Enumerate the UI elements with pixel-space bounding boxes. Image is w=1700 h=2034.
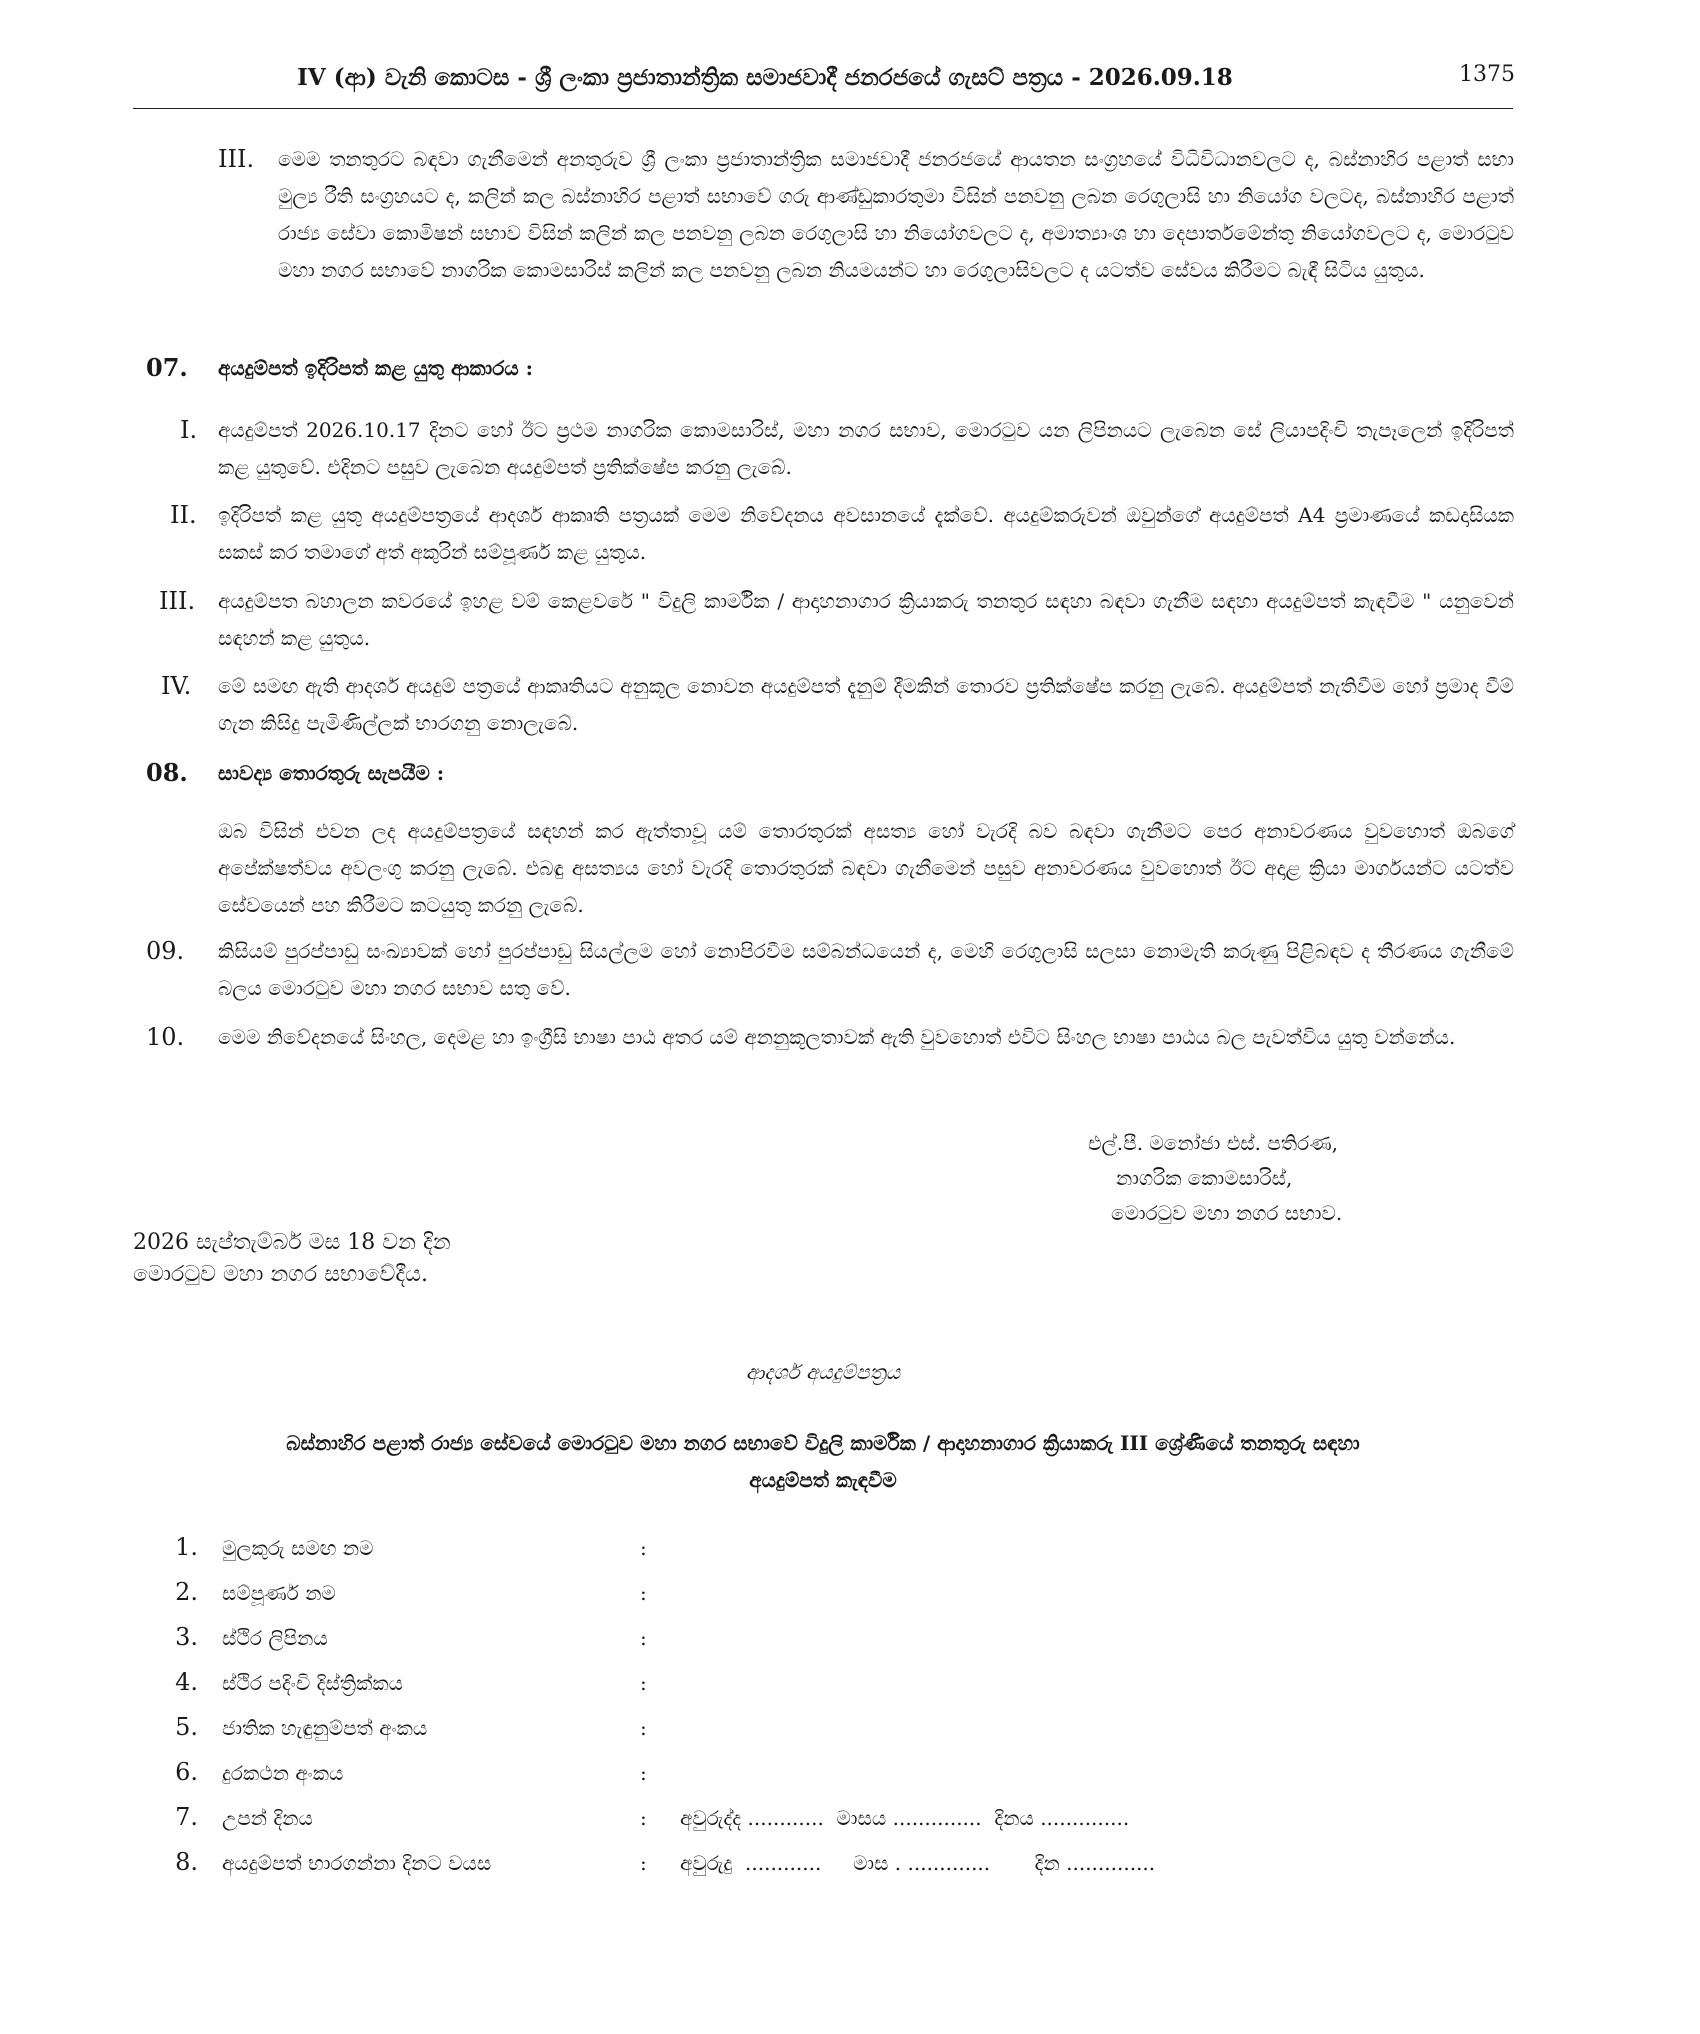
signatory-name: එල්.පී. මනෝජා එස්. පතිරණ,	[1088, 1131, 1339, 1155]
field-label: ස්ථිර පදිංචි දිස්ත්‍රික්කය	[222, 1671, 403, 1695]
signatory-title: නාගරික කොමසාරිස්,	[1116, 1166, 1293, 1190]
form-field-row	[170, 1578, 1370, 1625]
field-colon: :	[640, 1626, 647, 1650]
field-number: 5.	[175, 1713, 198, 1741]
field-label: මුලකුරු සමඟ නම	[222, 1536, 374, 1560]
section-number: 10.	[146, 1023, 185, 1051]
field-colon: :	[640, 1761, 647, 1785]
field-number: 6.	[175, 1758, 198, 1786]
field-entry: අවුරුදු ............ මාස . ............. දින ..............	[680, 1851, 1156, 1875]
field-entry: අවුරුද්ද ............ මාසය .............. දිනය ..............	[680, 1806, 1130, 1830]
place-line: මොරටුව මහා නගර සභාවේදීය.	[133, 1262, 428, 1287]
field-colon: :	[640, 1716, 647, 1740]
item-text: අයදුම්පත් 2026.10.17 දිනට හෝ ඊට ප්‍රථම නාගරික කොමසාරිස්, මහා නගර සභාව, මොරටුව යන ලිපිනයට ලැබෙන සේ ලියාපදිංචි තැපෑලෙන් ඉදිරිපත් කළ යුතුවේ. එදිනට පසුව ලැබෙන අයදුම්පත් ප්‍රතික්ෂේප කරනු ලැබේ.	[218, 418, 1514, 479]
field-number: 8.	[175, 1848, 198, 1876]
field-number: 3.	[175, 1623, 198, 1651]
form-field-row	[170, 1758, 1370, 1805]
field-colon: :	[640, 1581, 647, 1605]
field-colon: :	[640, 1671, 647, 1695]
form-field-row	[170, 1848, 1370, 1895]
form-field-row	[170, 1623, 1370, 1670]
field-label: අයදුම්පත් භාරගන්නා දිනට වයස	[222, 1851, 492, 1875]
form-title: ආදර්ශ අයදුම්පත්‍රය	[745, 1360, 901, 1384]
field-number: 7.	[175, 1803, 198, 1831]
clause-text: මෙම තනතුරට බඳවා ගැනීමෙන් අනතුරුව ශ්‍රී ලංකා ප්‍රජාතාන්ත්‍රික සමාජවාදී ජනරජයේ ආයතන සංග්‍රහයේ විධිවිධානවලට ද, බස්නාහිර පළාත් සභා මුල්‍ය රීති සංග්‍රහයට ද, කලින් කල බස්නාහිර පළාත් සභාවේ ගරු ආණ්ඩුකාරතුමා විසින් පනවනු ලබන රෙගුලාසි හා නියෝග වලටද, බස්නාහිර පළාත් රාජ්‍ය සේවා කොමිෂන් සභාව විසින් කලින් කල පනවනු ලබන රෙගුලාසි හා නියෝගවලට ද, අමාත්‍යාංශ හා දෙපාර්තමේන්තු නියෝගවලට ද, මොරටුව මහා නගර සභාවේ නාගරික කොමසාරිස් කලින් කල පනවනු ලබන නියමයන්ට හා රෙගුලාසිවලට ද යටත්ව සේවය කිරීමට බැඳී සිටිය යුතුය.	[278, 147, 1514, 282]
field-label: සම්පූර්ණ නම	[222, 1581, 336, 1605]
field-colon: :	[640, 1536, 647, 1560]
form-heading-line: අයදුම්පත් කැඳවීම	[749, 1468, 897, 1492]
form-heading	[133, 1425, 1513, 1499]
form-field-row	[170, 1803, 1370, 1850]
field-colon: :	[640, 1851, 647, 1875]
section-text: කිසියම් පුරප්පාඩු සංඛ්‍යාවක් හෝ පුරප්පාඩු සියල්ලම හෝ නොපිරවීම සම්බන්ධයෙන් ද, මෙහි රෙගුලාසි සලසා නොමැති කරුණු පිළිබඳව ද තීරණය ගැනීමේ බලය මොරටුව මහා නගර සභාව සතු වේ.	[218, 939, 1514, 1000]
item-text: අයදුම්පත බහාලන කවරයේ ඉහළ වම් කෙළවරේ " විදුලි කාර්මික / ආදාහනාගාර ක්‍රියාකරු තනතුර සඳහා බඳවා ගැනීම සඳහා අයදුම්පත් කැඳවීම " යනුවෙන් සඳහන් කළ යුතුය.	[218, 589, 1514, 650]
item-number: I.	[180, 416, 198, 444]
section-number: 08.	[146, 758, 188, 787]
section-heading: සාවද්‍ය තොරතුරු සැපයීම :	[218, 761, 445, 785]
section-heading: අයදුම්පත් ඉදිරිපත් කළ යුතු ආකාරය :	[218, 356, 534, 380]
item-number: III.	[159, 587, 196, 615]
field-label: ස්ථිර ලිපිනය	[222, 1626, 328, 1650]
form-field-row	[170, 1668, 1370, 1715]
section-text: ඔබ විසින් එවන ලද අයදුම්පත්‍රයේ සඳහන් කර ඇත්තාවූ යම් තොරතුරක් අසත්‍ය හෝ වැරදි බව බඳවා ගැනීමට පෙර අනාවරණය වුවහොත් ඔබගේ අපේක්ෂත්වය අවලංගු කරනු ලැබේ. එබඳු අසත්‍යය හෝ වැරදි තොරතුරක් බඳවා ගැනීමෙන් පසුව අනාවරණය වුවහොත් ඊට අදාළ ක්‍රියා මාර්ගයන්ට යටත්ව සේවයෙන් පහ කිරීමට කටයුතු කරනු ලැබේ.	[218, 819, 1514, 917]
section-text: මෙම නිවේදනයේ සිංහල, දෙමළ හා ඉංග්‍රීසි භාෂා පාඨ අතර යම් අනනුකූලතාවක් ඇති වුවහොත් එවිට සිංහල භාෂා පාඨය බල පැවත්විය යුතු වන්නේය.	[218, 1025, 1456, 1049]
gazette-header-title: IV (ආ) වැනි කොටස - ශ්‍රී ලංකා ප්‍රජාතාන්ත්‍රික සමාජවාදී ජනරජයේ ගැසට් පත්‍රය - 2026.09.18	[297, 64, 1233, 91]
section-number: 07.	[146, 353, 188, 382]
form-field-row	[170, 1533, 1370, 1580]
clause-number: III.	[218, 145, 255, 173]
field-number: 4.	[175, 1668, 198, 1696]
item-text: මේ සමඟ ඇති ආදර්ශ අයදුම් පත්‍රයේ ආකෘතියට අනුකූල නොවන අයදුම්පත් දැනුම් දීමකින් තොරව ප්‍රතික්ෂේප කරනු ලැබේ. අයදුම්පත් නැතිවීම හෝ ප්‍රමාද වීම් ගැන කිසිදු පැමිණිල්ලක් භාරගනු නොලැබේ.	[218, 674, 1514, 735]
signatory-office: මොරටුව මහා නගර සභාව.	[1111, 1201, 1343, 1225]
page-number: 1375	[1459, 62, 1515, 87]
field-number: 1.	[175, 1533, 198, 1561]
field-number: 2.	[175, 1578, 198, 1606]
field-colon: :	[640, 1806, 647, 1830]
field-label: දුරකථන අංකය	[222, 1761, 344, 1785]
date-line: 2026 සැප්තැම්බර් මස 18 වන දින	[133, 1230, 451, 1255]
item-number: IV.	[161, 672, 192, 700]
item-number: II.	[170, 501, 197, 529]
field-label: ජාතික හැඳුනුම්පත් අංකය	[222, 1716, 428, 1740]
form-heading-line: බස්නාහිර පළාත් රාජ්‍ය සේවයේ මොරටුව මහා නගර සභාවේ විදුලි කාර්මික / ආදාහනාගාර ක්‍රියාකරු III ශ්‍රේණියේ තනතුරු සඳහා	[286, 1431, 1360, 1455]
form-field-row	[170, 1713, 1370, 1760]
section-number: 09.	[146, 937, 185, 965]
field-label: උපන් දිනය	[222, 1806, 313, 1830]
header-divider	[133, 108, 1513, 109]
item-text: ඉදිරිපත් කළ යුතු අයදුම්පත්‍රයේ ආදර්ශ ආකෘති පත්‍රයක් මෙම නිවේදනය අවසානයේ දැක්වේ. අයදුම්කරුවන් ඔවුන්ගේ අයදුම්පත් A4 ප්‍රමාණයේ කඩදාසියක සකස් කර තමාගේ අත් අකුරින් සම්පූර්ණ කළ යුතුය.	[218, 503, 1514, 564]
